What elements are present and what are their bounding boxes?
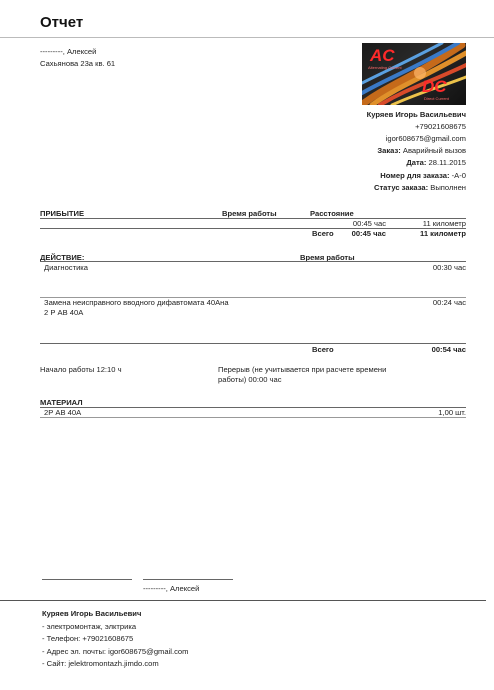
arrival-header-line [40, 218, 466, 219]
arrival-row-distance: 11 километр [422, 219, 466, 228]
action-total-line [40, 343, 466, 344]
client-name: ---------, Алексей [40, 47, 97, 56]
client-signature-name: ---------, Алексей [143, 584, 200, 593]
footer-line: - электромонтаж, элктрика [42, 622, 137, 631]
footer-divider [0, 600, 486, 601]
footer-line: - Сайт: jelektromontazh.jimdo.com [42, 659, 159, 668]
logo-ac-sub: Alternating Current [368, 65, 402, 70]
material-header: МАТЕРИАЛ [40, 398, 83, 407]
action-item-name: Диагностика [44, 263, 89, 272]
material-item-name: 2Р АВ 40А [44, 408, 82, 417]
order-number-label: Номер для заказа: [380, 171, 450, 180]
order-date-label: Дата: [406, 158, 427, 167]
contractor-signature-line [42, 579, 132, 580]
arrival-col-time: Время работы [222, 209, 277, 218]
arrival-total-label: Всего [312, 229, 334, 238]
action-col-time: Время работы [300, 253, 355, 262]
order-status-value: Выполнен [430, 183, 466, 192]
action-total-time: 00:54 час [431, 345, 466, 354]
contractor-phone: +79021608675 [415, 122, 466, 131]
action-item-time: 00:24 час [432, 298, 466, 307]
footer-name: Куряев Игорь Васильевич [42, 609, 142, 618]
arrival-total-time: 00:45 час [351, 229, 386, 238]
order-type [377, 146, 466, 155]
action-item-time: 00:30 час [432, 263, 466, 272]
material-row-line [40, 417, 466, 418]
order-date [406, 158, 466, 167]
client-signature-line [143, 579, 233, 580]
footer-line: - Адрес эл. почты: igor608675@gmail.com [42, 647, 189, 656]
footer-line: - Телефон: +79021608675 [42, 634, 134, 643]
order-type-label: Заказ: [377, 146, 401, 155]
contractor-email: igor608675@gmail.com [385, 134, 466, 143]
order-type-value: Аварийный вызов [402, 146, 466, 155]
page-title: Отчет [40, 14, 84, 31]
order-status-label: Статус заказа: [373, 183, 429, 192]
arrival-col-distance: Расстояние [310, 209, 354, 218]
logo-dc-text: DC [422, 77, 447, 96]
client-address: Сахьянова 23а кв. 61 [40, 59, 116, 68]
work-break: Перерыв (не учитывается при расчете времени работы) 00:00 час [218, 365, 387, 384]
work-start: Начало работы 12:10 ч [40, 365, 122, 374]
header-divider [0, 37, 494, 38]
action-total-label: Всего [312, 345, 334, 354]
material-item-qty: 1,00 шт. [438, 408, 466, 417]
order-number [380, 171, 466, 180]
order-status [374, 183, 466, 192]
order-date-value: 28.11.2015 [428, 158, 466, 167]
logo-dc-sub: Direct Current [424, 96, 449, 101]
arrival-row-line [40, 228, 466, 229]
material-header-line [40, 407, 466, 408]
order-number-value: -A-0 [451, 171, 466, 180]
action-item-name: Замена неисправного вводного дифавтомата 40Ана 2 Р АВ 40А [44, 298, 229, 317]
arrival-total-distance: 11 километр [420, 229, 466, 238]
company-logo [362, 43, 466, 105]
logo-ac-text: AC [370, 46, 395, 65]
action-header: ДЕЙСТВИЕ: [40, 253, 85, 262]
arrival-header: ПРИБЫТИЕ [40, 209, 85, 218]
contractor-name: Куряев Игорь Васильевич [366, 110, 466, 119]
arrival-row-time: 00:45 час [352, 219, 386, 228]
action-header-line [40, 261, 466, 262]
